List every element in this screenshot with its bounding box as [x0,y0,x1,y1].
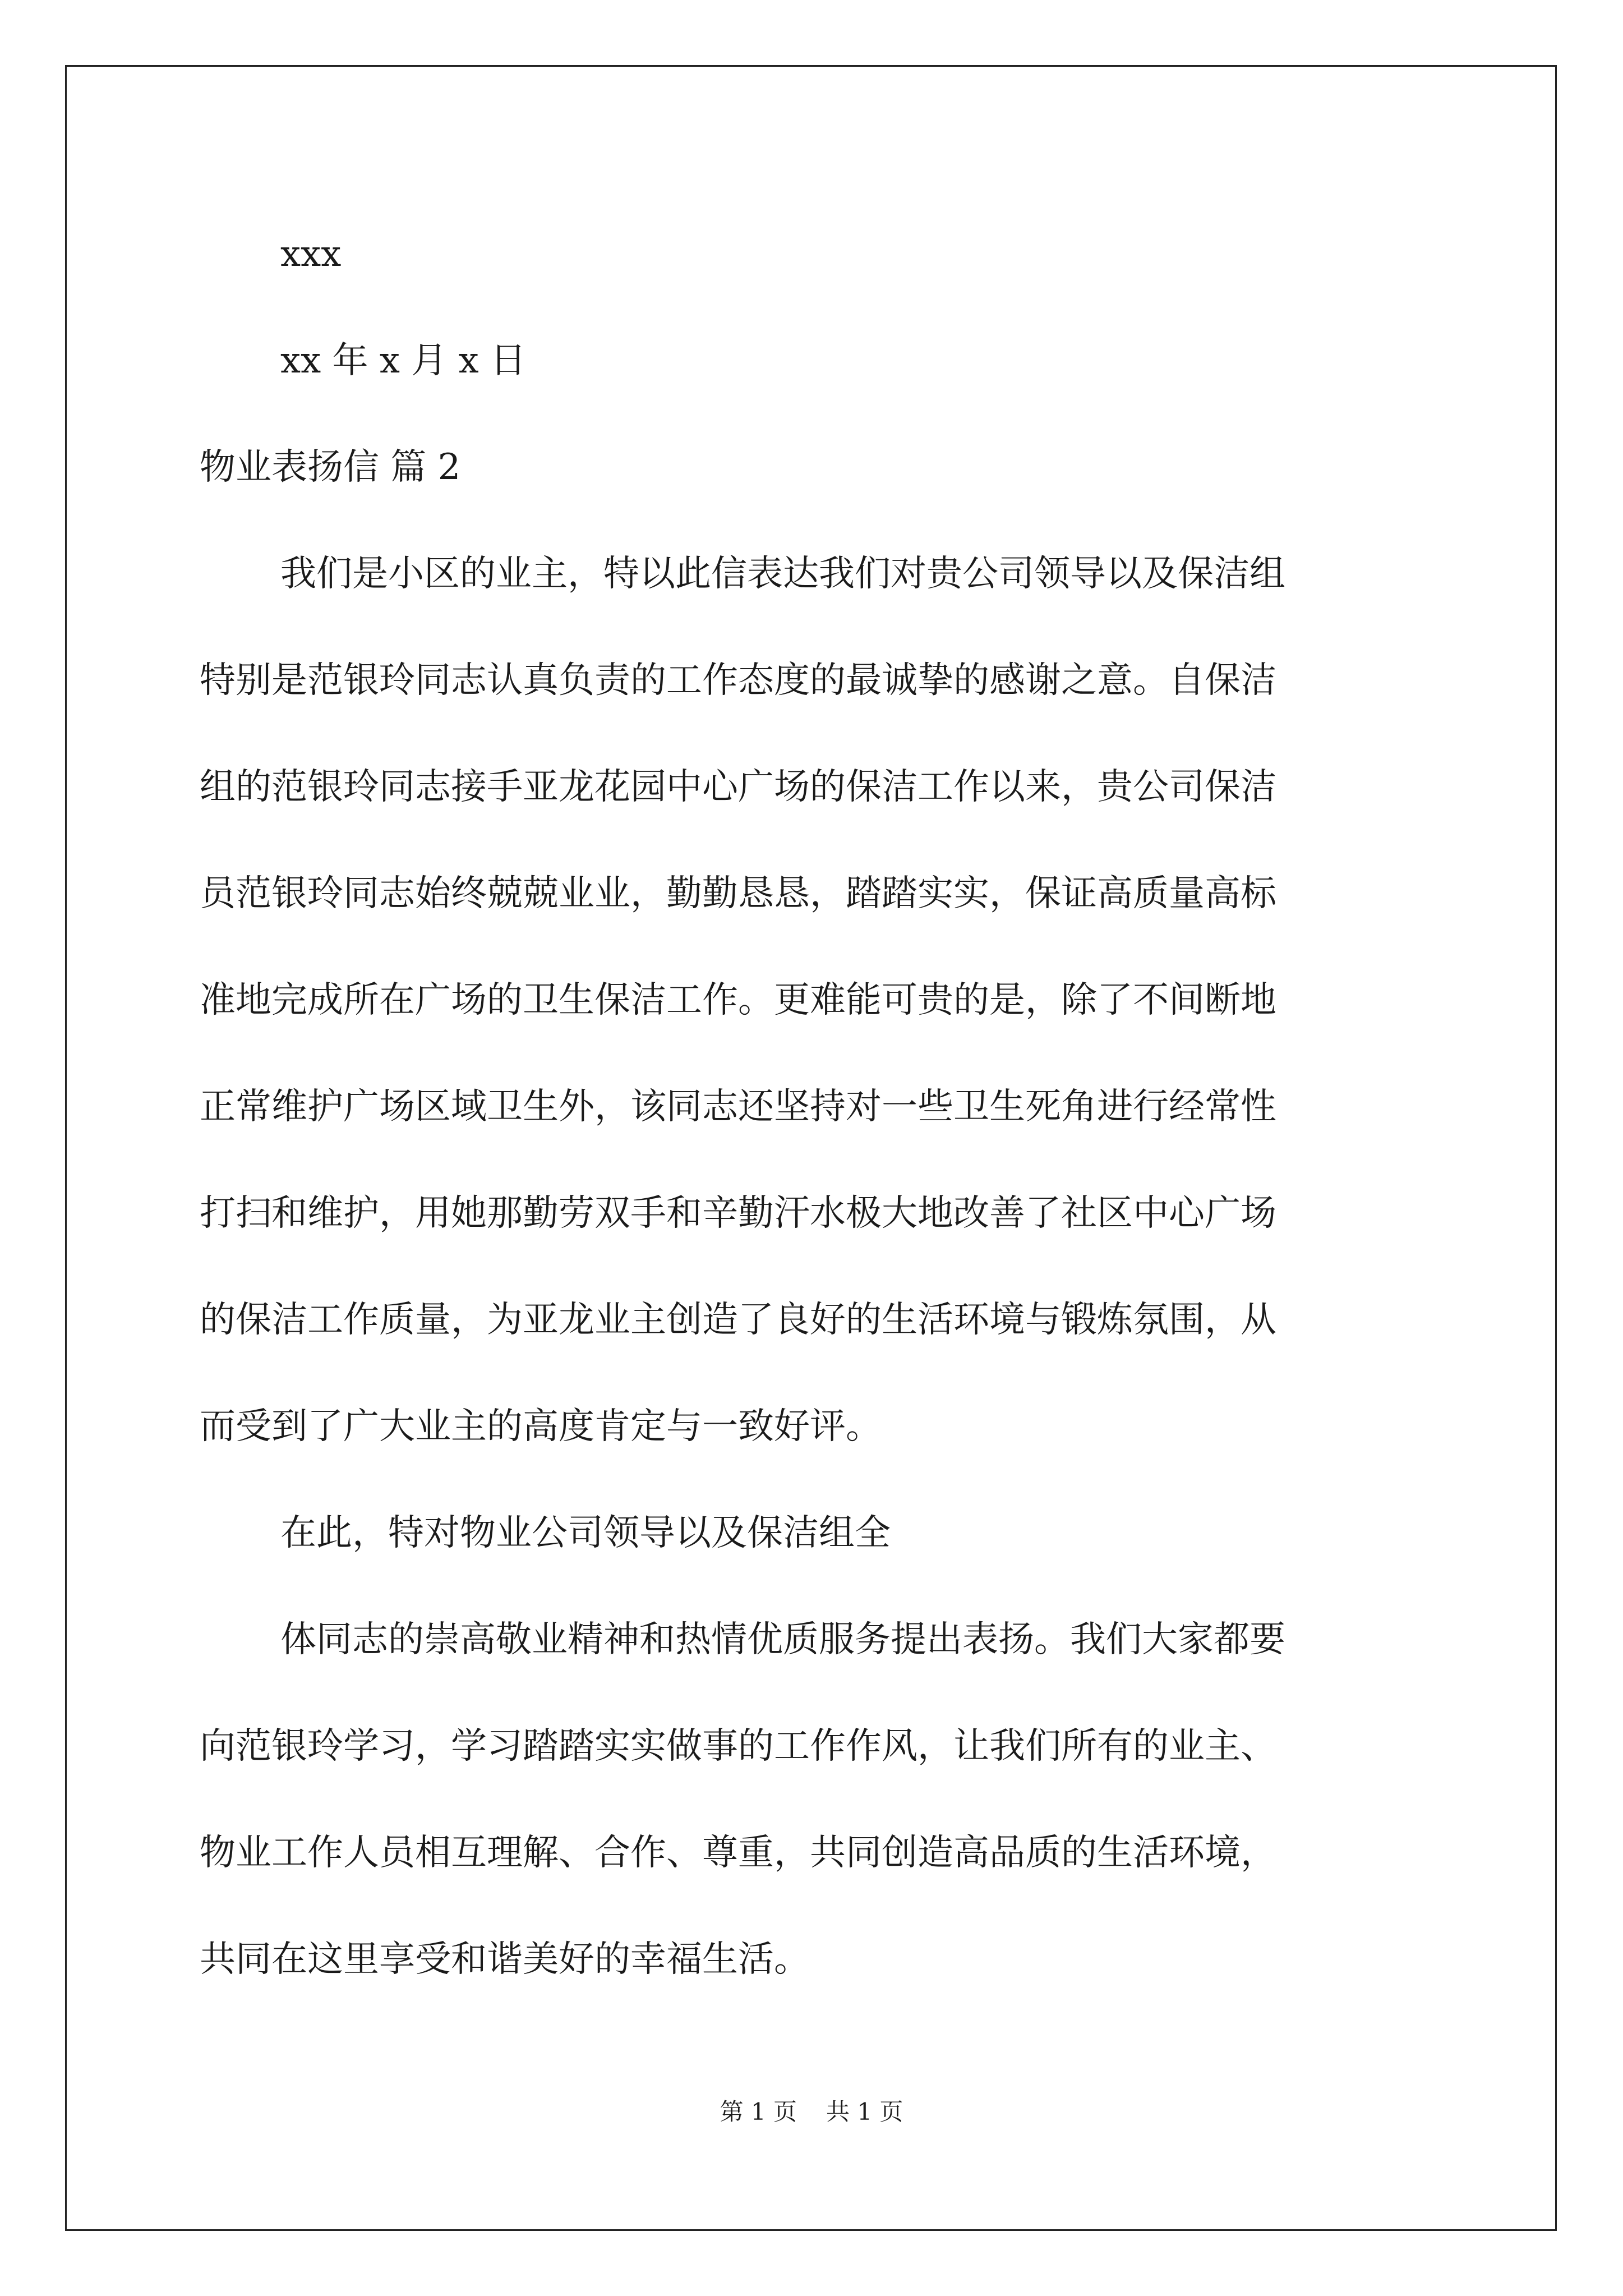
paragraph-line: 物业工作人员相互理解、合作、尊重，共同创造高品质的生活环境， [200,1832,1276,1874]
page-border [65,65,1557,2231]
paragraph-line: 在此，特对物业公司领导以及保洁组全 [280,1512,891,1554]
paragraph-line: 员范银玲同志始终兢兢业业，勤勤恳恳，踏踏实实，保证高质量高标 [200,873,1276,914]
page-total: 共 1 页 [826,2098,903,2125]
paragraph-line: 我们是小区的业主，特以此信表达我们对贵公司领导以及保洁组 [280,553,1285,595]
paragraph-line: 体同志的崇高敬业精神和热情优质服务提出表扬。我们大家都要 [280,1619,1285,1660]
paragraph-line: 而受到了广大业主的高度肯定与一致好评。 [200,1406,882,1447]
paragraph-line: 组的范银玲同志接手亚龙花园中心广场的保洁工作以来，贵公司保洁 [200,766,1276,808]
paragraph-line: 正常维护广场区域卫生外，该同志还坚持对一些卫生死角进行经常性 [200,1086,1276,1128]
paragraph-line: 向范银玲学习，学习踏踏实实做事的工作作风，让我们所有的业主、 [200,1726,1276,1767]
paragraph-line: 共同在这里享受和谐美好的幸福生活。 [200,1939,810,1980]
paragraph-line: 特别是范银玲同志认真负责的工作态度的最诚挚的感谢之意。自保洁 [200,660,1276,701]
signature-name: xxx [280,233,342,275]
paragraph-line: 准地完成所在广场的卫生保洁工作。更难能可贵的是，除了不间断地 [200,979,1276,1021]
signature-date: xx 年 x 月 x 日 [280,340,527,381]
paragraph-line: 打扫和维护，用她那勤劳双手和辛勤汗水极大地改善了社区中心广场 [200,1193,1276,1234]
paragraph-line: 的保洁工作质量，为亚龙业主创造了良好的生活环境与锻炼氛围，从 [200,1299,1276,1341]
page-footer [0,2096,1623,2128]
page-number: 第 1 页 [720,2098,797,2125]
section-heading: 物业表扬信 篇 2 [200,447,461,488]
